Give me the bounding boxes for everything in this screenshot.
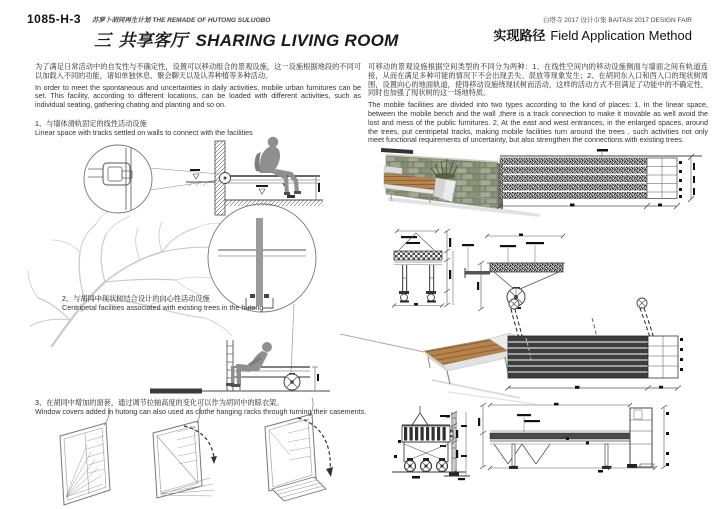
tree-branches-drawing [28,203,232,346]
section-3-label [35,398,387,416]
project-series [92,15,270,24]
section-2-label [62,294,362,312]
intro-left-en: In order to meet the spontaneous and uncertainties in daily activities, mobile urban furnitures can be set. This facility, according to different locations, can be loaded with different activities, such as individual seating, gathering chating and planting and so on. [35,82,361,110]
section-2-en: Centripetal facilities associated with existing trees in the hutong [62,303,264,312]
intro-right [368,63,708,145]
intro-right-zh: 可移动的景观设施根据空间类型的不同分为两种：1、在线性空间内的移动设施侧面与墙面之间有轨道连接，从而在满足多种可能的情况下不会出现丢失、混放等现象发生；2、在胡同东入口和西入口的现状树周围，设置向心的地面轨道，使得移动设施绕现状树而活动，这样的活动方式不但满足了功能中的不确定性，同时也加强了现状树的这一场地特质。 [368,62,708,98]
board-code: 1085-H-3 [27,12,82,26]
fair-en: BAITASI 2017 DESIGN FAIR [608,17,692,24]
series-en: THE REMADE OF HUTONG SULUOBO [152,17,271,24]
wheel-bench-person-drawing [150,340,330,394]
plan-linear-track-drawing [497,149,702,209]
intro-right-en: The mobile facilities are divided into two types according to the kind of places: 1. In the linear space, between the mobile bench and the wall ,there is a track connection to make it movable as well avoid the lost and mess of the public furnitures. 2, At the east and west entrances, in the enlarged spaces, around the trees, put centripetal tracks, making mobile facilities turn around the trees , such activities not only meet functional requirements of uncertainty, but also strengthen the connections with existing trees. [368,100,708,145]
section-1-zh: 1、与墙体滑轨固定的线性活动设施 [35,119,147,128]
fair-caption [430,15,692,24]
right-title-zh: 实现路径 [493,28,546,43]
title-zh: 共享客厅 [118,31,188,50]
bench-cross-section-drawing [392,229,453,308]
intro-left [35,63,361,110]
planter-cart-drawing [392,406,466,479]
pole-track-detail-drawing [208,204,316,374]
section-3-en: Window covers added in hutong can also used as clothe hanging racks through turning their casements. [35,407,367,416]
fair-zh: 白塔寺 2017 设计市集 [542,17,607,24]
section-3-zh: 3、在胡同中增加的窗套，通过调节拉轴高度的变化可以作为胡同中的晾衣架。 [35,398,284,407]
right-page-title [430,25,692,44]
intro-left-zh: 为了满足日常活动中的自发性与不确定性，设置可以移动组合的景观设施，这一设施根据地段的不同可以加载入不同的功能，诸如单独休息、聚会聊天以及认养种植等多种活动。 [35,62,361,80]
window-closed-drawing [60,408,110,505]
section-1-en: Linear space with tracks settled on walls to connect with the facilities [35,128,253,137]
wall-track-detail-drawing [84,145,219,213]
wall-bench-section-drawing [186,137,323,215]
bench-long-elevation-drawing [478,403,669,473]
right-title-en: Field Application Method [550,28,692,43]
title-number: 三 [94,31,112,50]
section-1-label [35,119,365,137]
render-wood-bench [340,333,535,404]
title-en: SHARING LIVING ROOM [195,31,399,50]
bench-plan-dark-drawing [505,298,683,391]
section-2-zh: 2、与胡同中现状树结合设计的向心性活动设施 [62,294,210,303]
window-half-open-drawing [153,405,217,498]
page-title [94,26,399,51]
series-zh: 苏萝卜胡同再生计划 [92,17,151,24]
